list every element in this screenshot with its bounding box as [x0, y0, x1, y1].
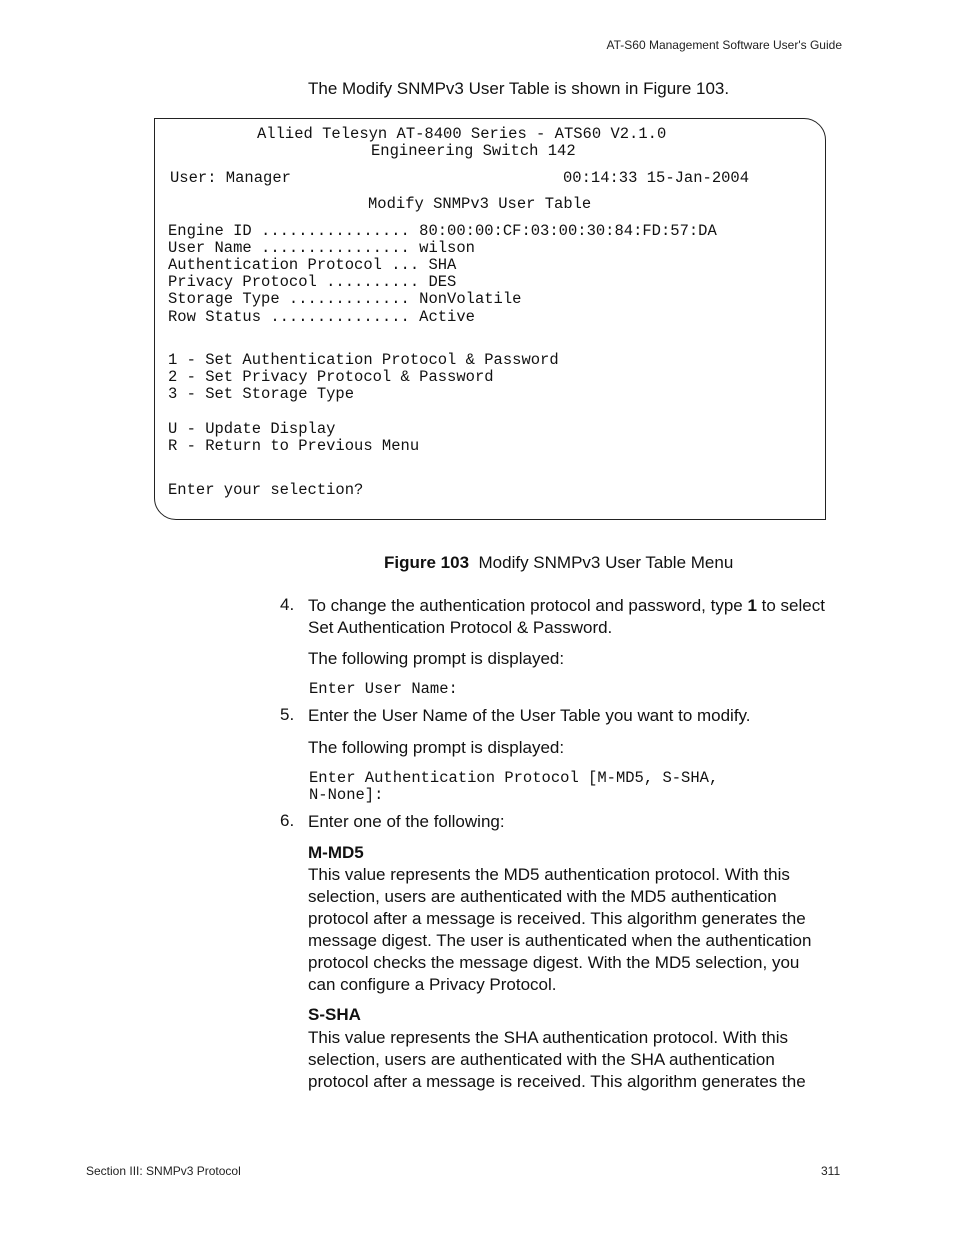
figure-label: Figure 103 [384, 553, 470, 572]
step-4-text [308, 595, 848, 639]
intro-text: The Modify SNMPv3 User Table is shown in Figure 103. [308, 79, 730, 98]
terminal-field: Authentication Protocol ... SHA [168, 256, 457, 274]
prompt-auth-protocol-line1: Enter Authentication Protocol [M-MD5, S-SHA, [309, 769, 719, 787]
step-4-text-a: To change the authentication protocol and password, type [308, 596, 748, 615]
step-5-follow: The following prompt is displayed: [308, 738, 565, 757]
figure-caption [384, 553, 733, 573]
terminal-timestamp: 00:14:33 15-Jan-2004 [563, 169, 750, 187]
step-number: 4. [280, 595, 295, 614]
step-4-text-b: to select Set Authentication Protocol & Password. [308, 596, 825, 637]
step-4-key: 1 [747, 596, 757, 615]
term-sha: S-SHA [308, 1005, 361, 1024]
terminal-title-line: Allied Telesyn AT-8400 Series - ATS60 V2.1.0 [257, 125, 667, 143]
running-header: AT-S60 Management Software User's Guide [606, 38, 842, 52]
definition-sha: This value represents the SHA authentication protocol. With this selection, users are authenticated with the SHA authentication protocol after a message is received. This algorithm generates the [308, 1028, 806, 1091]
terminal-user: User: Manager [170, 169, 291, 187]
menu-option-2[interactable]: 2 - Set Privacy Protocol & Password [168, 368, 494, 386]
terminal-field: Storage Type ............. NonVolatile [168, 290, 522, 308]
menu-option-3[interactable]: 3 - Set Storage Type [168, 385, 355, 403]
footer-section: Section III: SNMPv3 Protocol [86, 1164, 241, 1178]
menu-option-1[interactable]: 1 - Set Authentication Protocol & Password [168, 351, 559, 369]
menu-update-display[interactable]: U - Update Display [168, 420, 336, 438]
menu-return-previous[interactable]: R - Return to Previous Menu [168, 437, 420, 455]
step-6-text: Enter one of the following: [308, 812, 505, 831]
figure-caption-text: Modify SNMPv3 User Table Menu [478, 553, 734, 572]
prompt-user-name: Enter User Name: [309, 680, 458, 698]
step-5-text: Enter the User Name of the User Table you want to modify. [308, 706, 751, 725]
step-number: 5. [280, 705, 295, 724]
step-number: 6. [280, 811, 295, 830]
page-number: 311 [821, 1164, 841, 1178]
terminal-menu-title: Modify SNMPv3 User Table [368, 195, 592, 213]
definition-md5: This value represents the MD5 authentication protocol. With this selection, users are authenticated with the MD5 authentication protocol after a message is received. This algorithm generates the message digest. The user is authenticated when the authentication protocol checks the message digest. With the MD5 selection, you can configure a Privacy Protocol. [308, 865, 812, 994]
prompt-auth-protocol-line2: N-None]: [309, 786, 384, 804]
terminal-selection-prompt[interactable]: Enter your selection? [168, 481, 364, 499]
terminal-switch-name: Engineering Switch 142 [371, 142, 576, 160]
terminal-field: User Name ................ wilson [168, 239, 475, 257]
terminal-field: Privacy Protocol .......... DES [168, 273, 457, 291]
terminal-screen [154, 118, 826, 520]
step-4-follow: The following prompt is displayed: [308, 649, 565, 668]
terminal-field: Row Status ............... Active [168, 308, 475, 326]
term-md5: M-MD5 [308, 843, 364, 862]
terminal-field: Engine ID ................ 80:00:00:CF:03:00:30:84:FD:57:DA [168, 222, 717, 240]
